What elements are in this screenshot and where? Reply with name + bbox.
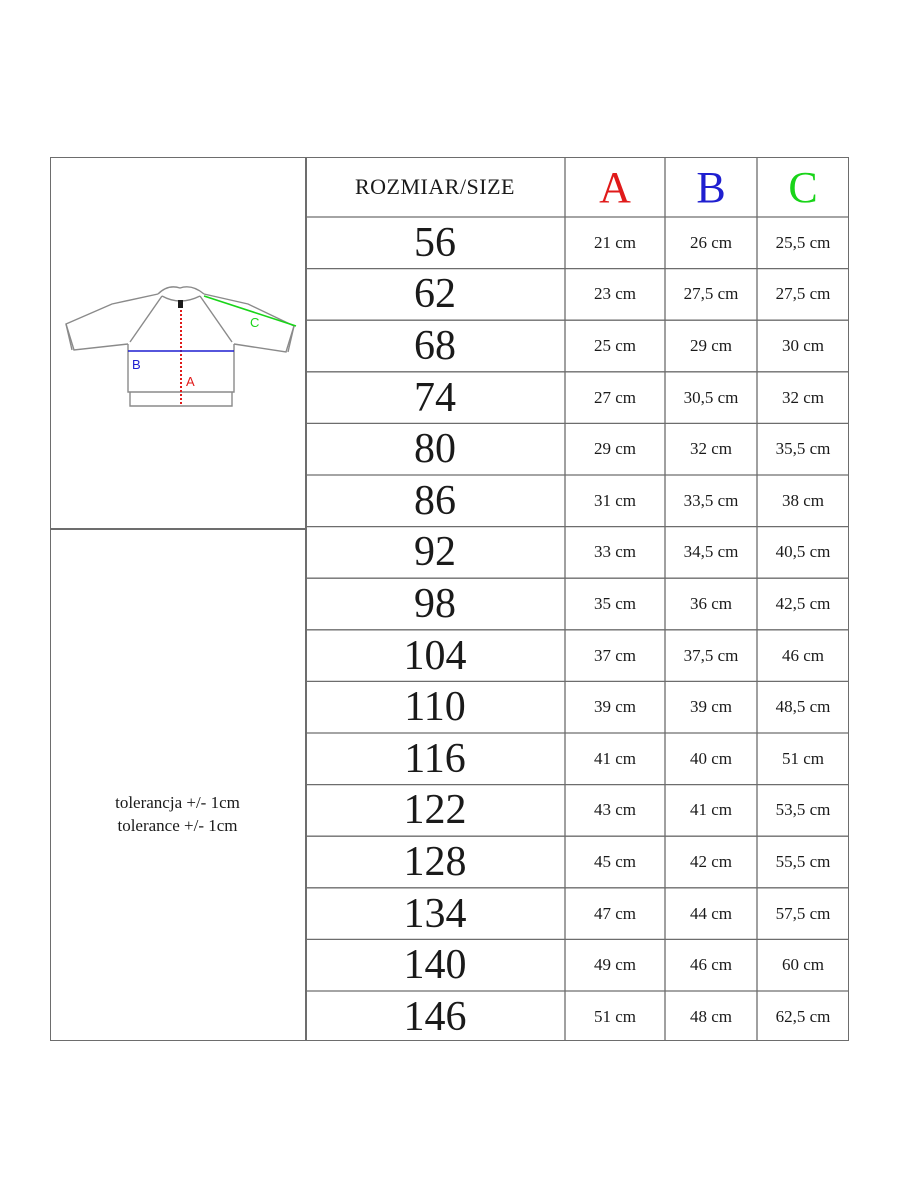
header-col-a: A — [599, 162, 631, 212]
measure-a-cell: 27 cm — [593, 387, 637, 407]
table-row — [305, 320, 849, 372]
measure-a-cell: 47 cm — [593, 903, 637, 923]
jacket-diagram — [58, 280, 298, 420]
diagram-label-b: B — [132, 357, 141, 372]
measure-b-cell: 48 cm — [689, 1006, 733, 1026]
measure-a-cell: 33 cm — [593, 542, 637, 562]
measure-a-cell: 37 cm — [593, 645, 637, 665]
table-row — [305, 578, 849, 630]
measure-a-cell: 39 cm — [593, 697, 637, 717]
measure-b-cell: 26 cm — [689, 232, 733, 252]
diagram-label-a: A — [186, 374, 195, 389]
header-size-label: ROZMIAR/SIZE — [355, 174, 515, 199]
header-col-b: B — [696, 162, 726, 212]
measure-a-cell: 23 cm — [593, 284, 637, 304]
measure-c-cell: 27,5 cm — [775, 284, 831, 304]
table-row — [305, 217, 849, 269]
measure-b-cell: 30,5 cm — [683, 387, 739, 407]
size-cell: 116 — [404, 735, 466, 782]
measure-a-cell: 31 cm — [593, 490, 637, 510]
size-cell: 62 — [414, 271, 456, 318]
measure-a-cell: 25 cm — [593, 335, 637, 355]
size-cell: 140 — [403, 942, 467, 989]
tolerance-line-en: tolerance +/- 1cm — [117, 816, 238, 835]
table-header-row — [305, 157, 849, 217]
table-row — [305, 991, 849, 1043]
size-cell: 98 — [414, 580, 456, 627]
size-cell: 122 — [403, 787, 467, 834]
size-cell: 104 — [403, 632, 467, 679]
measure-c-cell: 40,5 cm — [775, 542, 831, 562]
measure-a-cell: 51 cm — [593, 1006, 637, 1026]
table-row — [305, 939, 849, 991]
measure-a-cell: 45 cm — [593, 851, 637, 871]
measure-c-cell: 55,5 cm — [775, 851, 831, 871]
size-cell: 146 — [403, 993, 467, 1040]
measure-b-cell: 41 cm — [689, 800, 733, 820]
measure-b-cell: 34,5 cm — [683, 542, 739, 562]
size-cell: 86 — [414, 477, 456, 524]
size-cell: 74 — [414, 374, 456, 421]
table-row — [305, 681, 849, 733]
table-row — [305, 269, 849, 321]
measure-c-cell: 60 cm — [781, 955, 825, 975]
table-row — [305, 888, 849, 940]
measure-b-cell: 27,5 cm — [683, 284, 739, 304]
measure-c-cell: 53,5 cm — [775, 800, 831, 820]
table-row — [305, 785, 849, 837]
measure-a-cell: 35 cm — [593, 593, 637, 613]
measure-a-cell: 43 cm — [593, 800, 637, 820]
measure-c-cell: 32 cm — [781, 387, 825, 407]
measure-c-cell: 62,5 cm — [775, 1006, 831, 1026]
measure-a-cell: 41 cm — [593, 748, 637, 768]
measure-b-cell: 32 cm — [689, 439, 733, 459]
measure-a-cell: 29 cm — [593, 439, 637, 459]
measure-c-cell: 57,5 cm — [775, 903, 831, 923]
measure-c-cell: 46 cm — [781, 645, 825, 665]
jacket-outline-icon — [58, 280, 298, 420]
size-cell: 68 — [414, 322, 456, 369]
measure-b-cell: 29 cm — [689, 335, 733, 355]
table-row — [305, 836, 849, 888]
table-row — [305, 372, 849, 424]
measure-c-cell: 42,5 cm — [775, 593, 831, 613]
measure-c-cell: 25,5 cm — [775, 232, 831, 252]
table-row — [305, 527, 849, 579]
measure-b-cell: 36 cm — [689, 593, 733, 613]
measure-c-cell: 30 cm — [781, 335, 825, 355]
size-cell: 80 — [414, 426, 456, 473]
size-cell: 134 — [403, 890, 467, 937]
table-row — [305, 423, 849, 475]
header-col-c: C — [788, 162, 818, 212]
measure-c-cell: 38 cm — [781, 490, 825, 510]
panel-divider-horizontal — [50, 528, 306, 530]
measure-c-cell: 35,5 cm — [775, 439, 831, 459]
measure-b-cell: 46 cm — [689, 955, 733, 975]
size-cell: 128 — [403, 838, 467, 885]
table-row — [305, 630, 849, 682]
tolerance-line-pl: tolerancja +/- 1cm — [115, 793, 240, 812]
measure-c-cell: 48,5 cm — [775, 697, 831, 717]
measure-c-cell: 51 cm — [781, 748, 825, 768]
measure-a-cell: 21 cm — [593, 232, 637, 252]
table-row — [305, 733, 849, 785]
measure-b-cell: 37,5 cm — [683, 645, 739, 665]
size-cell: 56 — [414, 219, 456, 266]
table-row — [305, 475, 849, 527]
tolerance-note — [50, 791, 305, 837]
diagram-label-c: C — [250, 315, 260, 330]
measure-b-cell: 39 cm — [689, 697, 733, 717]
measure-b-cell: 42 cm — [689, 851, 733, 871]
measure-b-cell: 33,5 cm — [683, 490, 739, 510]
measure-b-cell: 40 cm — [689, 748, 733, 768]
size-cell: 110 — [404, 684, 466, 731]
size-cell: 92 — [414, 529, 456, 576]
measure-a-cell: 49 cm — [593, 955, 637, 975]
measure-b-cell: 44 cm — [689, 903, 733, 923]
